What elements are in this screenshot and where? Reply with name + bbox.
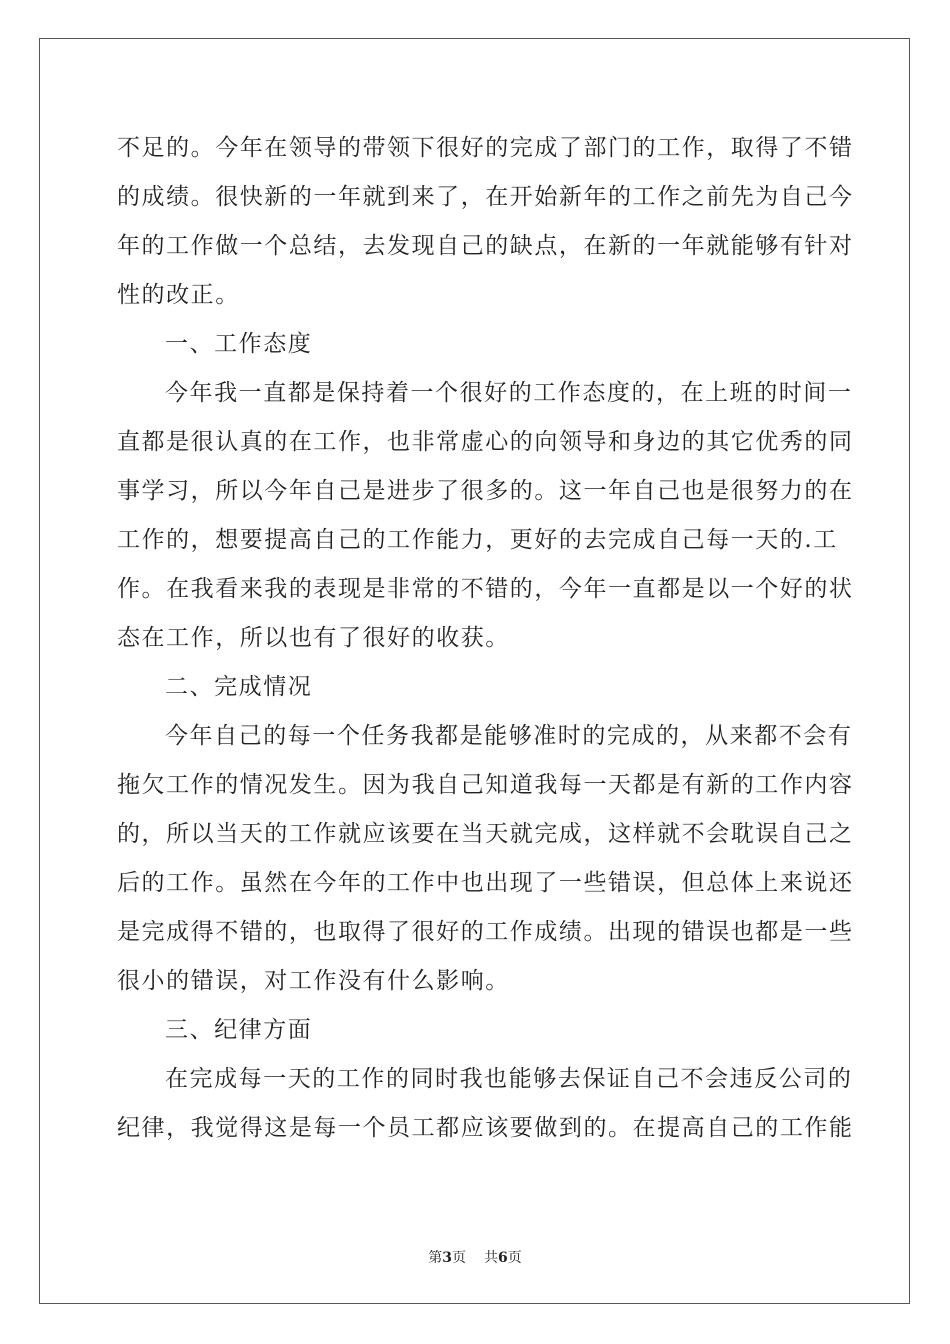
text-line: 很小的错误，对工作没有什么影响。: [117, 968, 510, 994]
text-line: 二、完成情况: [165, 674, 313, 700]
total-suffix: 页: [507, 1250, 522, 1266]
text-line: 事学习，所以今年自己是进步了很多的。这一年自己也是很努力的在: [117, 478, 854, 504]
text-line: 今年自己的每一个任务我都是能够准时的完成的，从来都不会有: [165, 723, 853, 749]
text-line: 在完成每一天的工作的同时我也能够去保证自己不会违反公司的: [165, 1066, 853, 1092]
document-body: [117, 124, 854, 1153]
text-line: 年的工作做一个总结，去发现自己的缺点，在新的一年就能够有针对: [117, 233, 854, 259]
text-line: 一、工作态度: [165, 331, 313, 357]
text-line: 纪律，我觉得这是每一个员工都应该要做到的。在提高自己的工作能: [117, 1115, 854, 1141]
text-line: 工作的，想要提高自己的工作能力，更好的去完成自己每一天的.工: [117, 527, 838, 553]
page-number: 3: [442, 1250, 452, 1266]
page-footer: [0, 1247, 950, 1267]
text-line: 直都是很认真的在工作，也非常虚心的向领导和身边的其它优秀的同: [117, 429, 854, 455]
total-pages: 6: [498, 1250, 508, 1266]
text-line: 后的工作。虽然在今年的工作中也出现了一些错误，但总体上来说还: [117, 870, 854, 896]
text-line: 是完成得不错的，也取得了很好的工作成绩。出现的错误也都是一些: [117, 919, 854, 945]
text-line: 的，所以当天的工作就应该要在当天就完成，这样就不会耽误自己之: [117, 821, 854, 847]
text-line: 作。在我看来我的表现是非常的不错的，今年一直都是以一个好的状: [117, 576, 854, 602]
text-line: 今年我一直都是保持着一个很好的工作态度的，在上班的时间一: [165, 380, 853, 406]
total-prefix: 共: [484, 1250, 498, 1266]
text-line: 拖欠工作的情况发生。因为我自己知道我每一天都是有新的工作内容: [117, 772, 854, 798]
text-line: 的成绩。很快新的一年就到来了，在开始新年的工作之前先为自己今: [117, 184, 854, 210]
text-line: 不足的。今年在领导的带领下很好的完成了部门的工作，取得了不错: [117, 135, 854, 161]
page-suffix: 页: [452, 1250, 466, 1266]
text-line: 性的改正。: [117, 282, 240, 308]
text-line: 三、纪律方面: [165, 1017, 313, 1043]
page-prefix: 第: [428, 1250, 443, 1266]
text-line: 态在工作，所以也有了很好的收获。: [117, 625, 510, 651]
